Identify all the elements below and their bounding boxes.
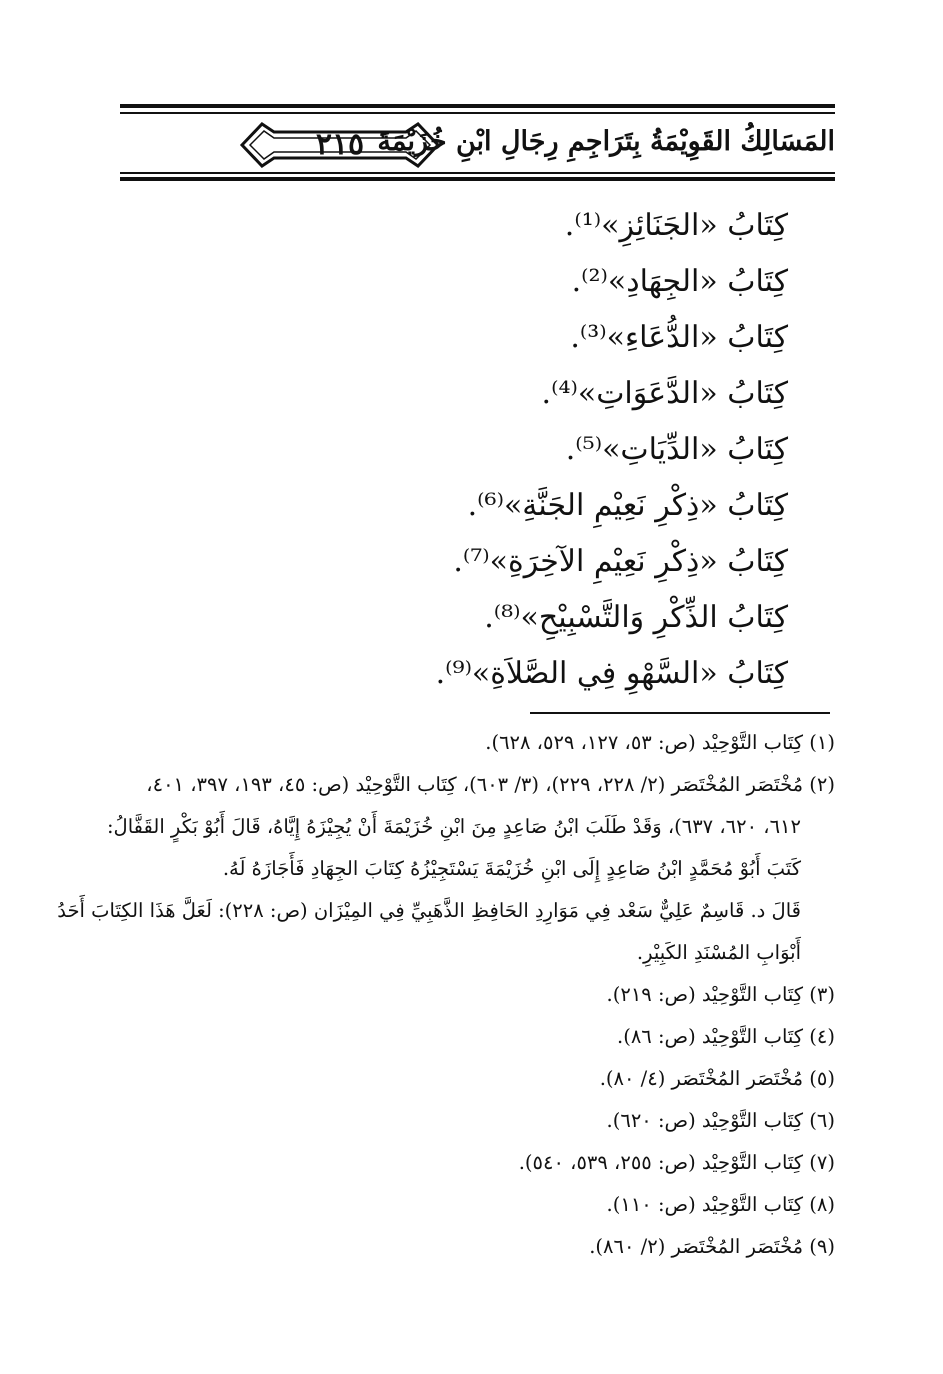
books-list <box>268 198 788 702</box>
footnote-1: (١) كِتَاب التَّوْحِيْد (ص: ٥٣، ١٢٧، ٥٢٩، ٦٢٨). <box>485 731 835 754</box>
book-item: كِتَابُ «الجَنَائِزِ»⁽¹⁾. <box>564 208 788 243</box>
page-number: ٢١٥ <box>315 127 365 162</box>
footnote-8: (٨) كِتَاب التَّوْحِيْد (ص: ١١٠). <box>606 1193 835 1216</box>
book-item: كِتَابُ «الجِهَادِ»⁽²⁾. <box>571 264 788 299</box>
page-header <box>120 118 835 174</box>
header-rule-top-thick <box>120 104 835 108</box>
book-item: كِتَابُ «الدِّيَاتِ»⁽⁵⁾. <box>565 432 788 467</box>
footnote-2: (٢) مُخْتَصَر المُخْتَصَر (٢/ ٢٢٨، ٢٢٩)، (٣/ ٦٠٣)، كِتَاب التَّوْحِيْد (ص: ٤٥، ١٩٣، ٣٩٧، ٤٠١، <box>146 773 835 796</box>
book-item: كِتَابُ الذِّكْرِ وَالتَّسْبِيْحِ»⁽⁸⁾. <box>484 600 788 635</box>
footnotes <box>57 722 835 1268</box>
running-title: المَسَالِكُ القَوِيْمَةُ بِتَرَاجِمِ رِجَالِ ابْنِ خُزَيْمَةَ <box>377 126 835 157</box>
book-item: كِتَابُ «ذِكْرِ نَعِيْمِ الآخِرَةِ»⁽⁷⁾. <box>453 544 788 579</box>
footnote-2-continuation: كَتَبَ أَبُوْ مُحَمَّدٍ ابْنُ صَاعِدٍ إِلَى ابْنِ خُزَيْمَةَ يَسْتَجِيْزُهُ كِتَابَ الجِهَادِ فَأَجَازَهُ لَهُ. <box>222 857 801 880</box>
header-rule-bottom-thick <box>120 177 835 181</box>
book-item: كِتَابُ «الدُّعَاءِ»⁽³⁾. <box>570 320 788 355</box>
page-number-badge <box>240 118 440 172</box>
book-item: كِتَابُ «ذِكْرِ نَعِيْمِ الجَنَّةِ»⁽⁶⁾. <box>467 488 788 523</box>
book-item: كِتَابُ «السَّهْوِ فِي الصَّلاَةِ»⁽⁹⁾. <box>435 656 788 691</box>
footnote-2-continuation: قَالَ د. قَاسِمٌ عَلِيٌّ سَعْد فِي مَوَارِدِ الحَافِظِ الذَّهَبِيِّ فِي المِيْزَان (ص: ٢٢٨): لَعَلَّ هَذَا الكِتَابَ أَحَدُ <box>57 899 801 922</box>
book-item: كِتَابُ «الدَّعَوَاتِ»⁽⁴⁾. <box>541 376 788 411</box>
footnote-3: (٣) كِتَاب التَّوْحِيْد (ص: ٢١٩). <box>606 983 835 1006</box>
footnote-4: (٤) كِتَاب التَّوْحِيْد (ص: ٨٦). <box>617 1025 835 1048</box>
footnote-5: (٥) مُخْتَصَر المُخْتَصَر (٤/ ٨٠). <box>599 1067 835 1090</box>
footnote-divider <box>530 712 830 714</box>
header-rule-top-thin <box>120 112 835 114</box>
header-rule-bottom-thin <box>120 172 835 174</box>
footnote-9: (٩) مُخْتَصَر المُخْتَصَر (٢/ ٨٦٠). <box>589 1235 835 1258</box>
footnote-6: (٦) كِتَاب التَّوْحِيْد (ص: ٦٢٠). <box>606 1109 835 1132</box>
footnote-2-continuation: ٦١٢، ٦٢٠، ٦٣٧)، وَقَدْ طَلَبَ ابْنُ صَاعِدٍ مِنَ ابْنِ خُزَيْمَةَ أَنْ يُجِيْزَهُ إِيَّاهُ، قَالَ أَبُوْ بَكْرٍ القَفَّالُ: <box>106 815 801 838</box>
footnote-2-continuation: أَبْوَابِ المُسْنَدِ الكَبِيْرِ. <box>636 941 801 964</box>
footnote-7: (٧) كِتَاب التَّوْحِيْد (ص: ٢٥٥، ٥٣٩، ٥٤٠). <box>518 1151 835 1174</box>
